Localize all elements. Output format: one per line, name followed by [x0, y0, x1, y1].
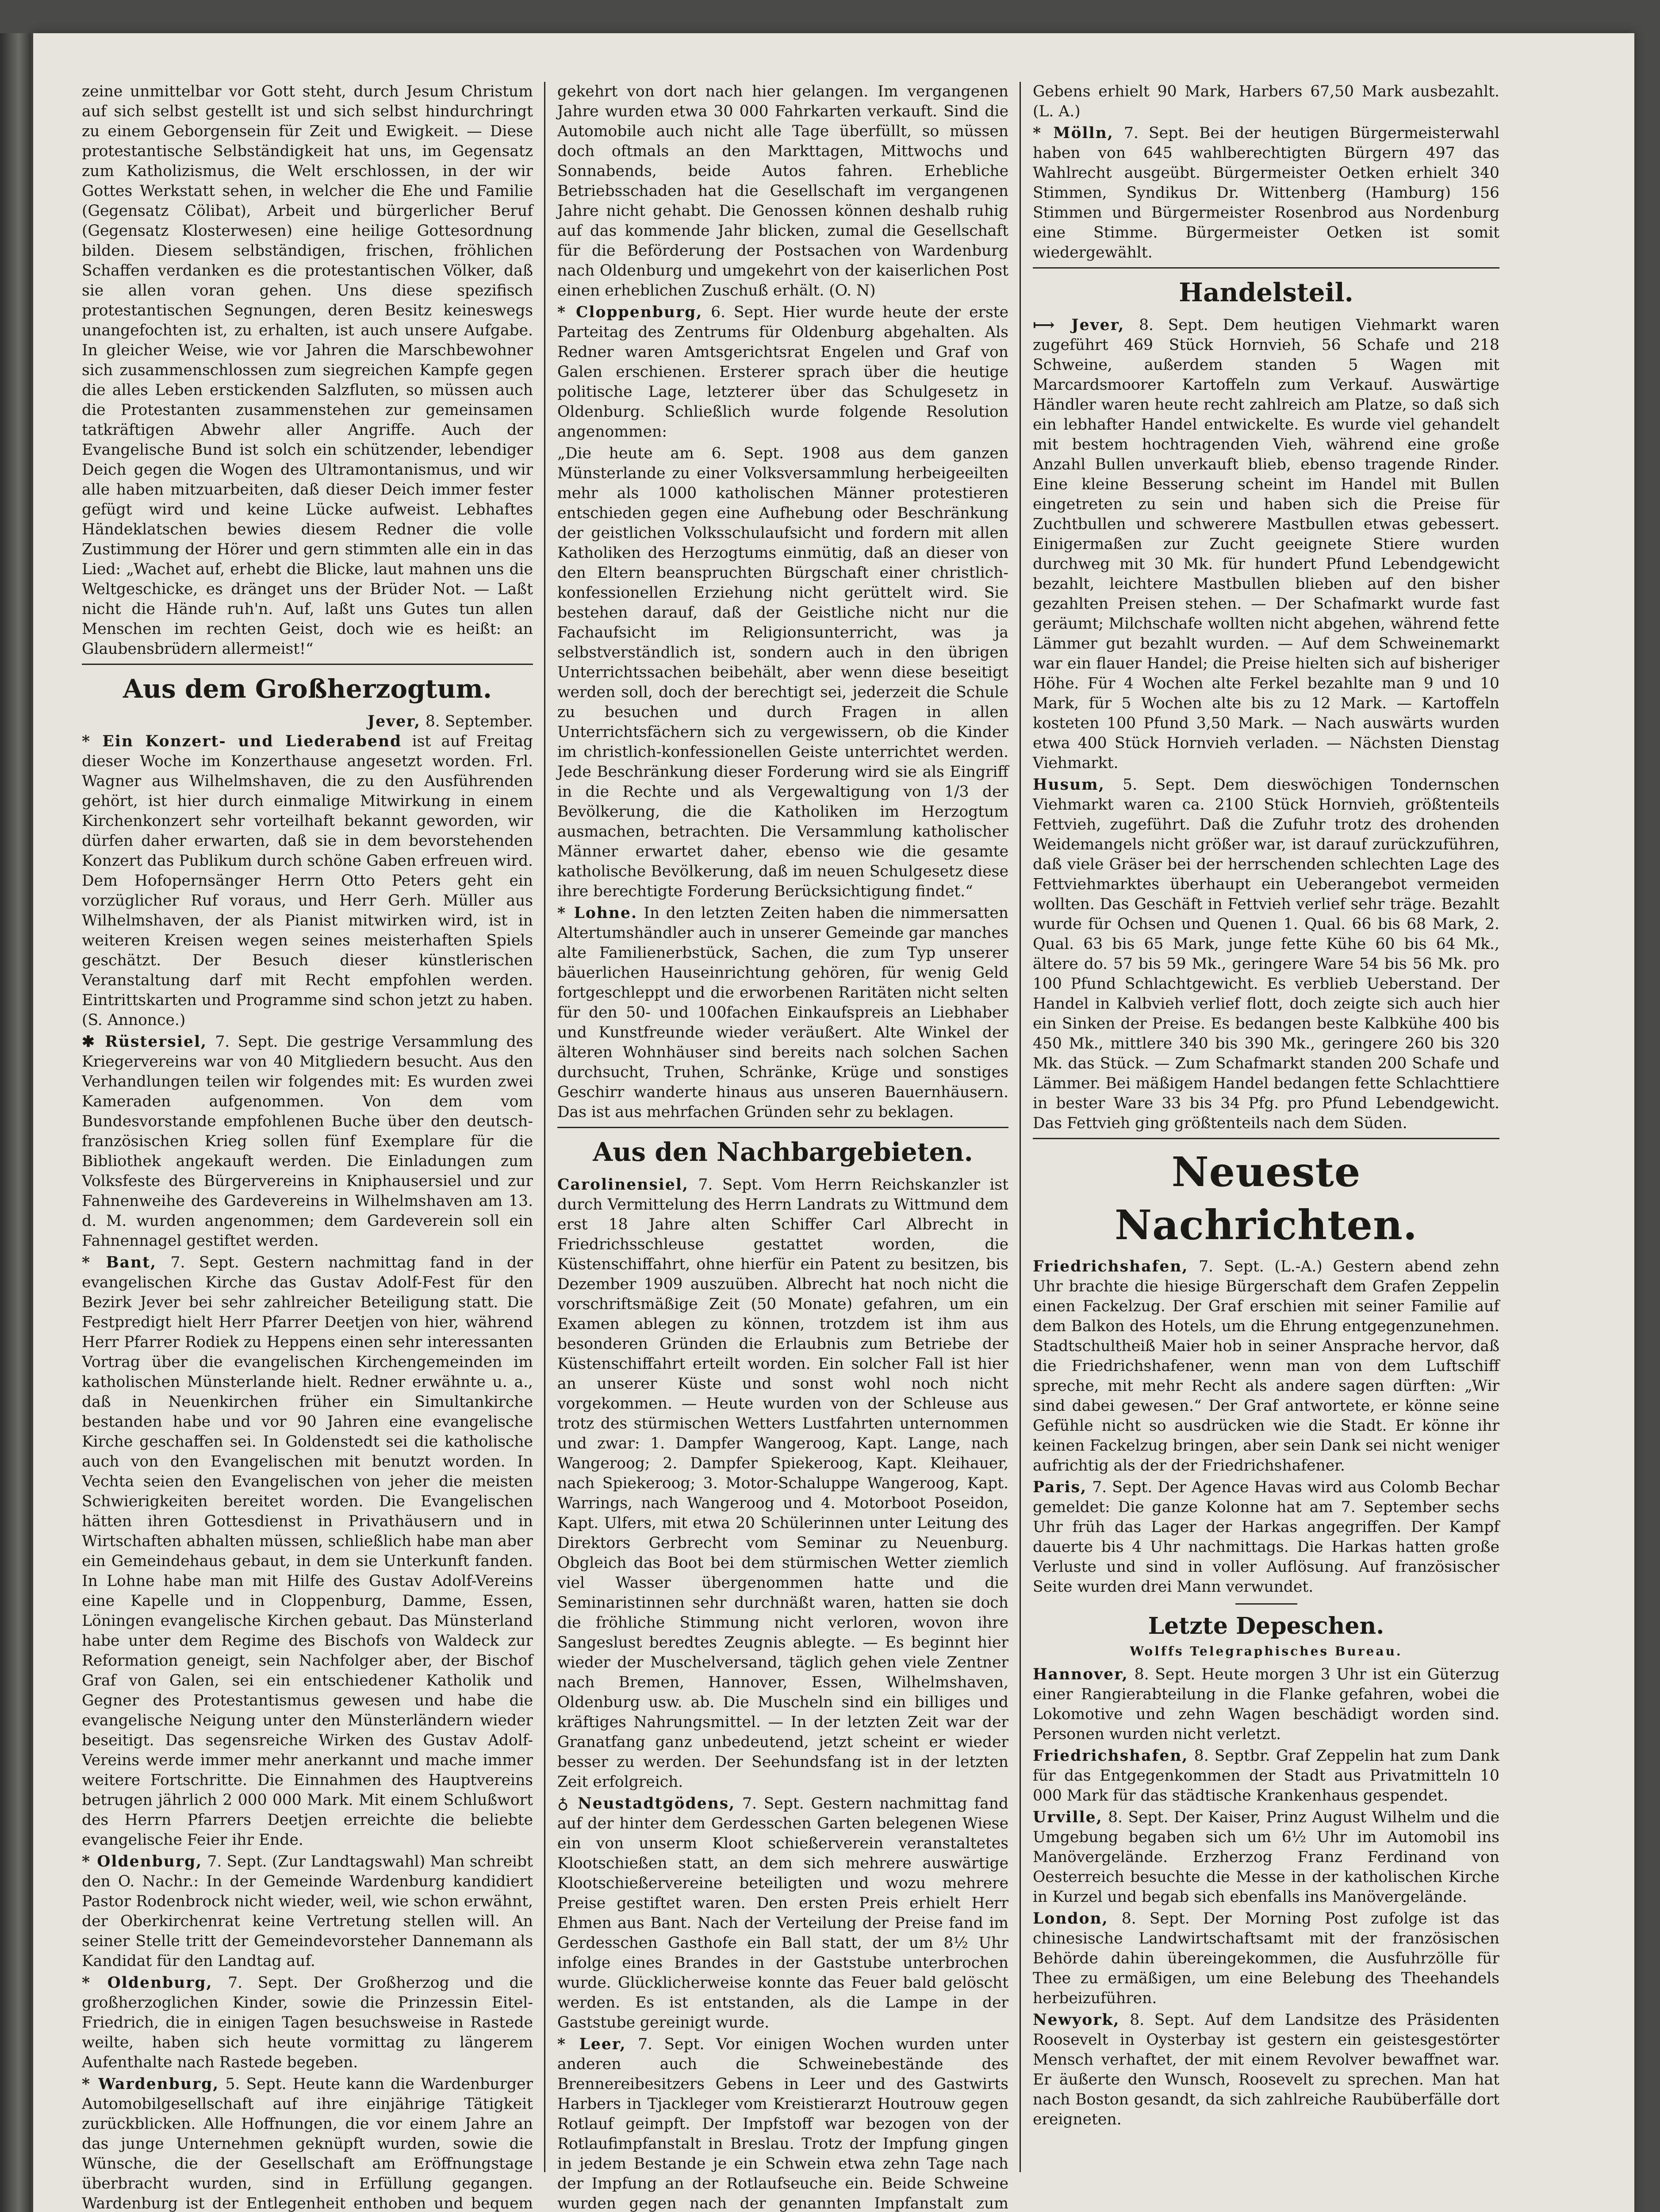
item-text: 7. Sept. Gestern nachmittag fand in der evangelischen Kirche das Gustav Adolf-Fest für den Bezirk Jever bei sehr zahlreicher Beteiligung statt. Die Festpredigt hielt Herr Pfarrer Deetjen von hier, während Herr Pfarrer Rodiek zu Heppens einen sehr interessanten Vortrag über die evangelischen Kirchengemeinden im katholischen Münsterlande hielt. Redner erwähnte u. a., daß in Neuenkirchen früher ein Simultankirche bestanden habe und vor 90 Jahren eine evangelische Kirche geschaffen sei. In Goldenstedt sei die katholische auch von den Evangelischen mit benutzt worden. In Vechta seien den Evangelischen von jeher die meisten Schwierigkeiten bereitet worden. Die Evangelischen hätten ihren Gottesdienst in Privathäusern und in Wirtschaften abhalten müssen, schließlich habe man aber ein Gemeindehaus gebaut, in dem sie Unterkunft fanden. In Lohne habe man mit Hilfe des Gustav Adolf-Vereins eine Kapelle und in Cloppenburg, Damme, Essen, Löningen evangelische Kirchen gebaut. Das Münsterland habe unter dem Regime des Bischofs von Waldeck zur Reformation geneigt, sein Nachfolger aber, der Bischof Graf von Galen, sei ein entschiedener Katholik und Gegner des Protestantismus gewesen und habe die evangelische Neigung unter den Münsterländern wieder beseitigt. Das segensreiche Wirken des Gustav Adolf-Vereins werde immer mehr anerkannt und mache immer weitere Fortschritte. Die Einnahmen des Hauptvereins betrugen jährlich 2 000 000 Mark. Mit einem Schlußwort des Herrn Pfarrers Deetjen erreichte die beliebte evangelische Feier ihr Ende. [82, 1254, 533, 1849]
item-lead: Husum, [1033, 776, 1105, 794]
item-text: 7. Sept. Die gestrige Versammlung des Kriegervereins war von 40 Mitgliedern besucht. Aus den Verhandlungen teilen wir folgendes mit: Es wurden zwei Kameraden aufgenommen. Von dem vom Bundesvorstande empfohlenen Buche über den deutsch-französischen Krieg sollen fünf Exemplare für die Bibliothek angekauft werden. Die Einladungen zum Volksfeste des Bürgervereins in Kniphausersiel und zur Fahnenweihe des Gardevereins in Wilhelmshaven am 13. d. M. wurden angenommen; dem Gardeverein soll ein Fahnennagel gestiftet werden. [82, 1033, 533, 1250]
dateline [82, 712, 533, 732]
news-item [557, 1175, 1008, 1792]
item-lead: * Oldenburg, [82, 1974, 213, 1992]
item-text: 8. Sept. Dem heutigen Viehmarkt waren zugeführt 469 Stück Hornvieh, 56 Schafe und 218 Schweine, außerdem standen 5 Wagen mit Marcardsmoorer Kartoffeln zum Verkauf. Auswärtige Händler waren heute recht zahlreich am Platze, so daß sich ein lebhafter Handel entwickelte. Es wurde viel gehandelt mit bestem hochtragenden Vieh, während eine große Anzahl Bullen unverkauft blieb, ebenso tragende Rinder. Eine kleine Besserung scheint im Handel mit Bullen eingetreten zu sein und haben sich die Preise für Zuchtbullen und schwerere Mastbullen etwas gebessert. Einigermaßen zur Zucht geeignete Stiere wurden durchweg mit 30 Mk. für hundert Pfund Lebendgewicht bezahlt, leichtere Mastbullen blieben auf den bisher gezahlten Preisen stehen. — Der Schafmarkt wurde fast geräumt; Milchschafe wollten nicht abgehen, während fette Lämmer gut bezahlt wurden. — Auf dem Schweinemarkt war ein flauer Handel; die Preise hielten sich auf bisheriger Höhe. Für 4 Wochen alte Ferkel bezahlte man 9 und 10 Mark, für 5 Wochen alte bis zu 12 Mark. — Kartoffeln kosteten 100 Pfund 3,50 Mark. — Nach auswärts wurden etwa 400 Stück Hornvieh verladen. — Nächsten Dienstag Viehmarkt. [1033, 316, 1500, 772]
item-lead: * Lohne. [557, 904, 637, 922]
item-lead: * Mölln, [1033, 124, 1114, 142]
item-lead: Hannover, [1033, 1666, 1128, 1683]
agency-line: Wolffs Telegraphisches Bureau. [1130, 1644, 1403, 1659]
item-lead: * Cloppenburg, [557, 303, 703, 321]
dateline-place: Jever, [367, 713, 421, 730]
column-1 [82, 82, 533, 2212]
resolution-text: „Die heute am 6. Sept. 1908 aus dem ganzen Münsterlande zu einer Volksversammlung herbeigeeilten mehr als 1000 katholischen Männer protestieren entschieden gegen eine Aufhebung oder Beschränkung der geistlichen Volksschulaufsicht und fordern mit allen Katholiken des Herzogtums einmütig, daß an dieser von den Eltern beanspruchten Bürgschaft einer christlich-konfessionellen Erziehung nicht gerüttelt wird. Sie bestehen darauf, daß der Geistliche nicht nur die Fachaufsicht im Religionsunterricht, was ja selbstverständlich ist, sondern auch in den übrigen Unterrichtssachen beibehält, aber wenn diese beseitigt werden soll, doch der berechtigt sei, jederzeit die Schule zu besuchen und durch Fragen in allen Unterrichtsfächern sich zu vergewissern, ob die Kinder im christlich-konfessionellen Geiste unterrichtet werden. Jede Beschränkung dieser Forderung wird sie als Eingriff in die Rechte und als Vergewaltigung von 1/3 der Bevölkerung, die die Katholiken im Herzogtum ausmachen, betrachten. Die Versammlung katholischer Männer erwartet daher, ebenso wie die gesamte katholische Bevölkerung, daß im neuen Schulgesetz diese ihre berechtigte Forderung Berücksichtigung findet.“ [557, 445, 1008, 900]
article-continuation: Gebens erhielt 90 Mark, Harbers 67,50 Mark ausbezahlt. (L. A.) [1033, 83, 1499, 120]
news-item [1033, 1746, 1499, 1806]
news-item [82, 1852, 533, 1971]
news-item [1033, 1808, 1499, 1907]
item-text: 7. Sept. (Zur Landtagswahl) Man schreibt den O. Nachr.: In der Gemeinde Wardenburg kandidiert Pastor Rodenbrock nicht wieder, weil, wie schon erwähnt, der Oberkirchenrat keine Vertretung stellen will. An seiner Stelle tritt der Gemeindevorsteher Dannemann als Kandidat für den Landtag auf. [82, 1853, 533, 1970]
item-lead: ⟼ Jever, [1033, 316, 1125, 334]
item-lead: ✱ Rüstersiel, [82, 1033, 207, 1051]
item-text: 8. Sept. Der Kaiser, Prinz August Wilhelm und die Umgebung begaben sich um 6½ Uhr im Automobil ins Manövergelände. Erzherzog Franz Ferdinand von Oesterreich besuchte die Messe in der katholischen Kirche in Kurzel und begab sich ebenfalls ins Manövergelände. [1033, 1809, 1499, 1906]
item-lead: London, [1033, 1910, 1108, 1928]
news-item [557, 903, 1008, 1122]
news-item [1033, 1478, 1499, 1597]
adjacent-page-edge [0, 33, 31, 2212]
item-text: 7. Sept. Vor einigen Wochen wurden unter anderen auch die Schweinebestände des Brennereibesitzers Gebens in Leer und des Gastwirts Harbers in Tjackleger vom Kreistierarzt Houtrouw gegen Rotlauf geimpft. Der Impfstoff war bezogen von der Rotlaufimpfanstalt in Breslau. Trotz der Impfung gingen in jedem Bestande je ein Schwein etwa zehn Tage nach der Impfung an der Rotlaufseuche ein. Beide Schweine wurden gegen nach der genannten Impfanstalt zum [557, 2035, 1009, 2212]
column-2 [557, 82, 1009, 2212]
item-lead: ♁ Neustadtgödens, [557, 1795, 736, 1813]
item-lead: Carolinensiel, [557, 1176, 689, 1194]
item-lead: Friedrichshafen, [1033, 1747, 1188, 1765]
section-heading-dispatches: Letzte Depeschen. [1148, 1613, 1384, 1640]
column-rule [544, 82, 545, 2172]
item-text: 8. Septbr. Graf Zeppelin hat zum Dank für das Entgegenkommen der Stadt aus Privatmitteln 10 000 Mark für das städtische Krankenhaus gespendet. [1033, 1747, 1499, 1805]
section-divider [557, 1127, 1008, 1128]
section-heading-latest-news: Neueste Nachrichten. [1115, 1148, 1418, 1249]
news-item [557, 2035, 1008, 2212]
news-item [82, 2074, 533, 2212]
item-lead: * Wardenburg, [82, 2075, 219, 2093]
item-text: 7. Sept. Vom Herrn Reichskanzler ist durch Vermittelung des Herrn Landrats zu Wittmund dem erst 18 Jahre alten Schiffer Carl Albrecht in Friedrichsschleuse gestattet worden, die Küstenschiffahrt, ohne hierfür ein Patent zu besitzen, bis Dezember 1909 auszuüben. Albrecht hat noch nicht die vorschriftsmäßige Zeit (50 Monate) gefahren, um ein Examen ablegen zu können, trotzdem ist ihm aus besonderen Gründen die Erlaubnis zum Betriebe der Küstenschiffahrt erteilt worden. Ein solcher Fall ist hier an unserer Küste und sonst wohl noch nicht vorgekommen. — Heute wurden von der Schleuse aus trotz des stürmischen Wetters Lustfahrten unternommen und zwar: 1. Dampfer Wangeroog, Kapt. Lange, nach Wangeroog; 2. Dampfer Spiekeroog, Kapt. Kleihauer, nach Spiekeroog; 3. Motor-Schaluppe Wangeroog, Kapt. Warrings, nach Wangeroog und 4. Motorboot Poseidon, Kapt. Ulfers, mit etwa 20 Schülerinnen unter Leitung des Direktors Gerbrecht vom Seminar zu Neuenburg. Obgleich das Boot bei dem stürmischen Wetter ziemlich viel Wasser übergenommen hatte und die Seminaristinnen sehr durchnäßt waren, hatten sie doch die fröhliche Stimmung nicht verloren, wovon ihre Sangeslust beredtes Zeugnis ablegte. — Es beginnt hier wieder der Muschelversand, täglich gehen viele Zentner nach Bremen, Hannover, Essen, Wilhelmshaven, Oldenburg usw. ab. Die Muscheln sind ein billiges und kräftiges Nahrungsmittel. — In der letzten Zeit war der Granatfang ganz unbedeutend, jetzt scheint er wieder besser zu werden. Der Seehundsfang ist in der letzten Zeit erfolgreich. [557, 1176, 1008, 1791]
section-divider [1033, 1138, 1499, 1139]
column-3 [1033, 82, 1499, 2172]
item-text: 8. Sept. Heute morgen 3 Uhr ist ein Güterzug einer Rangierabteilung in die Flanke gefahren, wobei die Lokomotive und zehn Wagen beschädigt worden sind. Personen wurden nicht verletzt. [1033, 1666, 1499, 1743]
news-item [82, 732, 533, 1030]
news-item [557, 303, 1008, 442]
item-text: 8. Sept. Auf dem Landsitze des Präsidenten Roosevelt in Oysterbay ist gestern ein geistesgestörter Mensch verhaftet, der mit einem Revolver bewaffnet war. Er äußerte den Wunsch, Roosevelt zu sprechen. Man hat nach Boston gesandt, da sich zahlreiche Raubüberfälle dort ereigneten. [1033, 2011, 1499, 2128]
section-heading-grand-duchy: Aus dem Großherzogtum. [123, 674, 492, 704]
item-lead: * Oldenburg, [82, 1853, 203, 1870]
column-rule [1020, 82, 1021, 2172]
item-text: 7. Sept. Bei der heutigen Bürgermeisterwahl haben von 645 wahlberechtigten Bürgern 497 das Wahlrecht ausgeübt. Bürgermeister Oetken erhielt 340 Stimmen, Syndikus Dr. Wittenberg (Hamburg) 156 Stimmen und Bürgermeister Rosenbrod aus Nordenburg eine Stimme. Bürgermeister Oetken ist somit wiedergewählt. [1033, 124, 1499, 261]
news-item [1033, 1909, 1499, 2008]
news-item [82, 1032, 533, 1251]
item-text: 6. Sept. Hier wurde heute der erste Parteitag des Zentrums für Oldenburg abgehalten. Als Redner waren Amtsgerichtsrat Engelen und Graf von Galen erschienen. Ersterer sprach über die heutige politische Lage, letzterer über das Schulgesetz in Oldenburg. Schließlich wurde folgende Resolution angenommen: [557, 303, 1008, 441]
item-lead: * Leer, [557, 2035, 626, 2053]
item-lead: Friedrichshafen, [1033, 1258, 1188, 1275]
section-divider [1033, 267, 1499, 269]
news-item [1033, 2010, 1499, 2130]
item-lead: Urville, [1033, 1809, 1103, 1826]
section-heading-neighbouring-regions: Aus den Nachbargebieten. [593, 1137, 973, 1167]
news-item [557, 1794, 1008, 2033]
item-text: 7. Sept. Gestern nachmittag fand auf der hinter dem Gerdesschen Garten belegenen Wiese ein von unserm Kloot schießerverein veranstaltetes Klootschießen statt, an dem sich mehrere auswärtige Klootschießervereine beteiligten und wozu mehrere Preise gestiftet waren. Den ersten Preis erhielt Herr Ehmen aus Bant. Nach der Verteilung der Preise fand im Gerdesschen Gasthofe ein Ball statt, der um 8½ Uhr infolge eines Brandes in der Gaststube unterbrochen wurde. Glücklicherweise konnte das Feuer bald gelöscht werden. Es ist entstanden, als die Lampe in der Gaststube gereinigt wurde. [557, 1795, 1008, 2032]
item-lead: Newyork, [1033, 2011, 1120, 2029]
item-text: 7. Sept. Der Agence Havas wird aus Colomb Bechar gemeldet: Die ganze Kolonne hat am 7. September sechs Uhr früh das Lager der Harkas angegriffen. Der Kampf dauerte bis 4 Uhr nachmittags. Die Harkas hatten große Verluste und sind in voller Auflösung. Auf französischer Seite wurden drei Mann verwundet. [1033, 1479, 1499, 1596]
section-divider [82, 664, 533, 665]
item-lead: * Ein Konzert- und Liederabend [82, 733, 402, 750]
news-item [1033, 775, 1499, 1133]
news-item [1033, 123, 1499, 263]
article-continuation: zeine unmittelbar vor Gott steht, durch Jesum Christum auf sich selbst gestellt ist und sich selbst hindurchringt zu einem Geborgensein für Zeit und Ewigkeit. — Diese protestantische Selbständigkeit hat uns, im Gegensatz zum Katholizismus, die Welt erschlossen, in der wir Gottes Werkstatt sehen, in welcher die Ehe und Familie (Gegensatz Cölibat), Arbeit und bürgerlicher Beruf (Gegensatz Klosterwesen) eine heilige Gottesordnung bilden. Diesem selbständigen, frischen, fröhlichen Schaffen verdanken es die protestantischen Völker, daß sie allen voran gehen. Uns diese spezifisch protestantischen Segnungen, deren Besitz keineswegs unangefochten ist, zu erhalten, ist auch unsere Aufgabe. In gleicher Weise, wie vor Jahren die Marschbewohner sich zusammenschlossen zum siegreichen Kampfe gegen die alles Leben erstickenden Salzfluten, so müssen auch die Protestanten zusammenstehen zur gemeinsamen tatkräftigen Abwehr aller Angriffe. Auch der Evangelische Bund ist solch ein schützender, lebendiger Deich gegen die Wogen des Ultramontanismus, und wir alle haben mitzuarbeiten, daß dieser Deich immer fester gefügt wird und keine Lücke aufweist. Lebhaftes Händeklatschen bewies diesem Redner die volle Zustimmung der Hörer und gern stimmten alle ein in das Lied: „Wachet auf, erhebt die Blicke, laut mahnen uns die Weltgeschicke, es dränget uns der Brüder Not. — Laßt nicht die Hände ruh'n. Auf, laßt uns Gutes tun allen Menschen im rechten Geist, doch wie es heißt: an Glaubensbrüdern allermeist!“ [82, 83, 533, 658]
news-item [1033, 1665, 1499, 1744]
item-text: In den letzten Zeiten haben die nimmersatten Altertumshändler auch in unserer Gemeinde gar manches alte Familienerbstück, Sachen, die zum Typ unserer bäuerlichen Hauseinrichtung gehören, für wenig Geld fortgeschleppt und die erworbenen Raritäten nicht selten für den 50- und 100fachen Einkaufspreis an Liebhaber und Kunstfreunde wieder veräußert. Alte Winkel der älteren Wohnhäuser sind bereits nach solchen Sachen durchsucht, Truhen, Schränke, Krüge und sonstiges Geschirr wanderte hinaus aus unseren Bauernhäusern. Das ist aus mehrfachen Gründen sehr zu beklagen. [557, 904, 1008, 1121]
news-item [1033, 315, 1499, 773]
article-continuation: gekehrt von dort nach hier gelangen. Im vergangenen Jahre wurden etwa 30 000 Fahrkarten verkauft. Sind die Automobile auch nicht alle Tage überfüllt, so müssen doch oftmals an den Markttagen, Mittwochs und Sonnabends, beide Autos fahren. Erhebliche Betriebsschaden hat die Gesellschaft im vergangenen Jahre nicht gehabt. Die Genossen können deshalb ruhig auf das kommende Jahr blicken, zumal die Gesellschaft für die Beförderung der Postsachen von Wardenburg nach Oldenburg und umgekehrt von der kaiserlichen Post einen erheblichen Zuschuß erhält. (O. N) [557, 83, 1008, 300]
item-text: ist auf Freitag dieser Woche im Konzerthause angesetzt worden. Frl. Wagner aus Wilhelmshaven, die zu den Ausführenden gehört, ist hier durch einmalige Mitwirkung in einem Kirchenkonzert sehr vorteilhaft bekannt geworden, wir dürfen daher erwarten, daß sie in dem bevorstehenden Konzert das Publikum durch schöne Gaben erfreuen wird. Dem Hofopernsänger Herrn Otto Peters geht ein vorzüglicher Ruf voraus, und Herr Gerh. Müller aus Wilhelmshaven, der als Pianist mitwirken wird, ist in weiteren Kreisen wegen seines meisterhaften Spiels geschätzt. Der Besuch dieser künstlerischen Veranstaltung darf mit Recht empfohlen werden. Eintrittskarten und Programme sind schon jetzt zu haben. (S. Annonce.) [82, 733, 533, 1029]
item-text: 5. Sept. Dem dieswöchigen Tondernschen Viehmarkt waren ca. 2100 Stück Hornvieh, größtenteils Fettvieh, zugeführt. Daß die Zufuhr trotz des drohenden Weidemangels nicht größer war, ist darauf zurückzuführen, daß viele Gräser bei der herrschenden schlechten Lage des Fettviehmarktes überhaupt ein Ueberangebot vermeiden wollten. Das Geschäft in Fettvieh verlief sehr träge. Bezahlt wurde für Ochsen und Quenen 1. Qual. 66 bis 68 Mark, 2. Qual. 63 bis 65 Mark, junge fette Kühe 60 bis 64 Mk., ältere do. 57 bis 59 Mk., geringere Ware 54 bis 56 Mk. pro 100 Pfund Schlachtgewicht. Es verblieb Ueberstand. Der Handel in Kalbvieh verlief flott, doch zeigte sich auch hier ein Sinken der Preise. Es bedangen beste Kalbkühe 400 bis 450 Mk., mittlere 340 bis 390 Mk., geringere 260 bis 320 Mk. das Stück. — Zum Schafmarkt standen 200 Schafe und Lämmer. Bei mäßigem Handel bedangen fette Schlachttiere in bester Ware 33 bis 34 Pfg. pro Pfund Lebendgewicht. Das Fettvieh ging größtenteils nach dem Süden. [1033, 776, 1499, 1132]
news-item [1033, 1257, 1499, 1476]
item-lead: Paris, [1033, 1479, 1087, 1496]
newspaper-page [33, 33, 1634, 2212]
item-lead: * Bant, [82, 1254, 157, 1271]
news-item [82, 1973, 533, 2073]
news-item [82, 1253, 533, 1850]
dateline-date: 8. September. [425, 713, 533, 730]
item-text: 8. Sept. Der Morning Post zufolge ist das chinesische Landwirtschaftsamt mit der französischen Behörde dahin übereingekommen, die Ausfuhrzölle für Thee zu ermäßigen, um eine Belebung des Theehandels herbeizuführen. [1033, 1910, 1499, 2007]
item-text: 7. Sept. (L.-A.) Gestern abend zehn Uhr brachte die hiesige Bürgerschaft dem Grafen Zeppelin einen Fackelzug. Der Graf erschien mit seiner Familie auf dem Balkon des Hotels, um die Ehrung entgegenzunehmen. Stadtschultheiß Maier hob in seiner Ansprache hervor, daß die Friedrichshafener, wenn man von dem Luftschiff spreche, mit mehr Recht als andere sagen dürften: „Wir sind dabei gewesen.“ Der Graf antwortete, er könne seine Gefühle nicht so ausdrücken wie die Stadt. Er könne ihr keinen Fackelzug bringen, aber sein Dank sei nicht weniger aufrichtig als der der Friedrichshafener. [1033, 1258, 1499, 1475]
section-heading-trade: Handelsteil. [1179, 277, 1353, 307]
short-divider [1235, 1603, 1297, 1605]
item-text: 7. Sept. Der Großherzog und die großherzoglichen Kinder, sowie die Prinzessin Eitel-Friedrich, die in einigen Tagen besuchsweise in Rastede weilte, haben sich heute vormittag zu längerem Aufenthalte nach Rastede begeben. [82, 1974, 533, 2071]
item-text: 5. Sept. Heute kann die Wardenburger Automobilgesellschaft auf ihre einjährige Tätigkeit zurückblicken. Alle Hoffnungen, die vor einem Jahre an das junge Unternehmen geknüpft wurden, sowie die Wünsche, die der Gesellschaft am Eröffnungstage überbracht wurden, sind in Erfüllung gegangen. Wardenburg ist der Entlegenheit enthoben und bequem [82, 2075, 533, 2212]
